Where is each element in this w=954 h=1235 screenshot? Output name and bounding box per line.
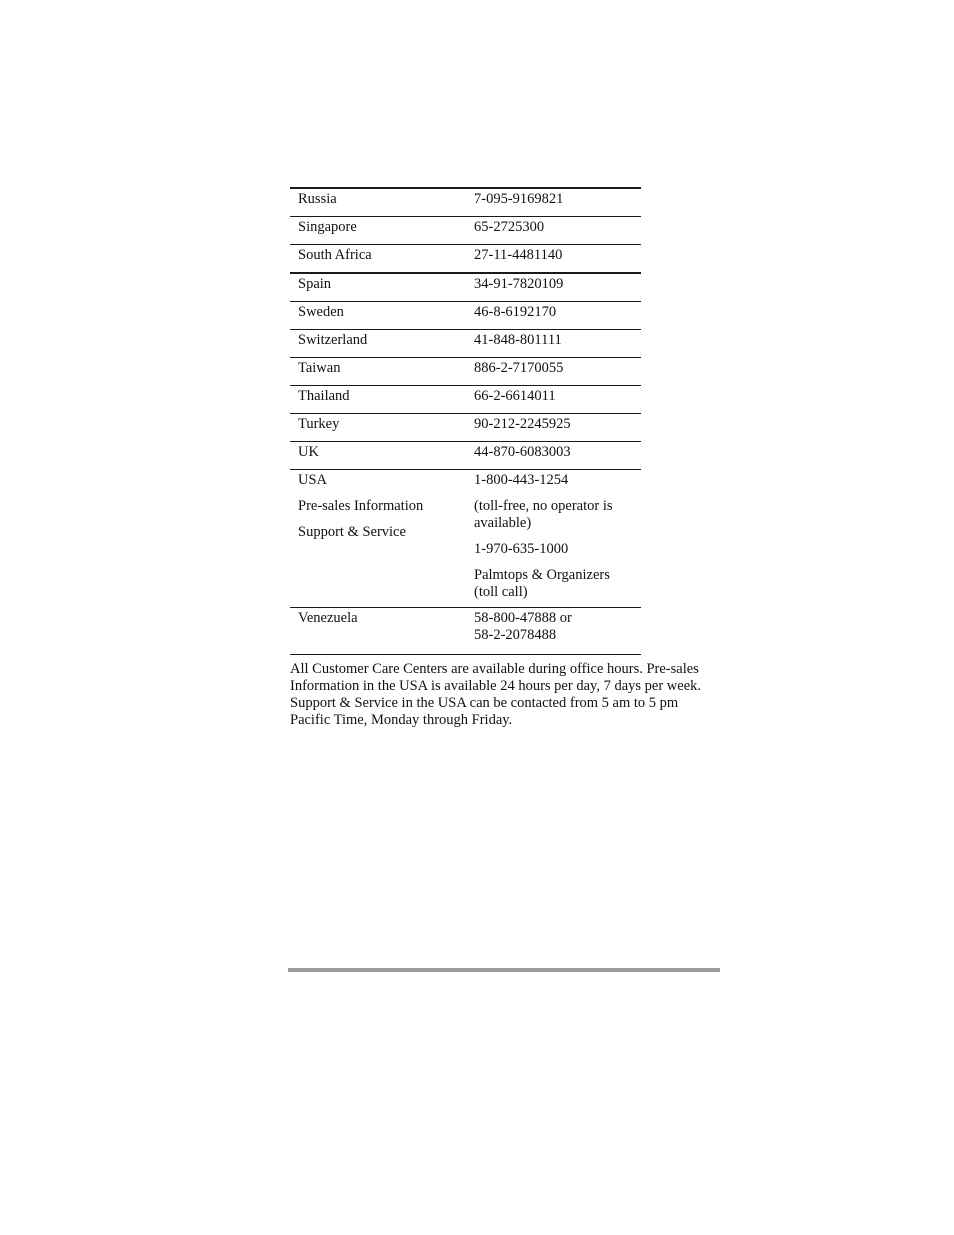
phone-cell: 886-2-7170055 (474, 360, 564, 376)
phone-cell (466, 608, 641, 654)
phone-cell: 7-095-9169821 (474, 191, 564, 207)
phone-cell: 34-91-7820109 (474, 276, 564, 292)
phone-cell: 66-2-6614011 (474, 388, 556, 404)
table-row-uk (290, 442, 641, 470)
table-row-turkey (290, 414, 641, 442)
phone-line: 1-800-443-1254 (474, 472, 569, 488)
footer-divider (288, 968, 720, 972)
country-cell: Thailand (298, 388, 350, 404)
country-cell: Switzerland (298, 332, 368, 348)
table-row-spain (290, 274, 641, 302)
table-row-russia (290, 189, 641, 217)
country-cell: UK (298, 444, 319, 460)
availability-note: All Customer Care Centers are available during office hours. Pre-sales Information in the USA is available 24 hours per day, 7 days per week. Support & Service in the USA can be contacted from 5 am to 5 pm Pacific Time, Monday through Friday. (290, 661, 701, 728)
phone-line: Palmtops & Organizers (toll call) (474, 567, 610, 600)
table-row-switzerland (290, 330, 641, 358)
table-row-venezuela (290, 608, 641, 654)
country-cell: Turkey (298, 416, 340, 432)
table-row-thailand (290, 386, 641, 414)
country-cell (290, 470, 466, 607)
phone-line: 58-800-47888 or (474, 610, 572, 626)
phone-cell: 27-11-4481140 (474, 247, 563, 263)
country-cell: Russia (298, 191, 337, 207)
phone-cell (466, 470, 641, 607)
country-cell: South Africa (298, 247, 372, 263)
phone-line: 1-970-635-1000 (474, 541, 569, 557)
phone-cell: 65-2725300 (474, 219, 545, 235)
country-cell: Spain (298, 276, 332, 292)
country-cell: Sweden (298, 304, 344, 320)
country-cell: Taiwan (298, 360, 341, 376)
table-row-singapore (290, 217, 641, 245)
contact-table (290, 187, 641, 655)
phone-cell: 46-8-6192170 (474, 304, 557, 320)
country-cell: Singapore (298, 219, 357, 235)
table-row-usa (290, 470, 641, 608)
phone-line: 58-2-2078488 (474, 627, 557, 643)
table-row-sweden (290, 302, 641, 330)
phone-cell: 90-212-2245925 (474, 416, 571, 432)
country-line: Pre-sales Information (298, 498, 424, 514)
country-line: Support & Service (298, 524, 406, 540)
table-row-south-africa (290, 245, 641, 274)
country-line: USA (298, 472, 328, 488)
phone-cell: 41-848-801111 (474, 332, 562, 348)
country-cell: Venezuela (298, 610, 358, 626)
phone-cell: 44-870-6083003 (474, 444, 571, 460)
table-row-taiwan (290, 358, 641, 386)
phone-line: (toll-free, no operator is available) (474, 498, 613, 531)
